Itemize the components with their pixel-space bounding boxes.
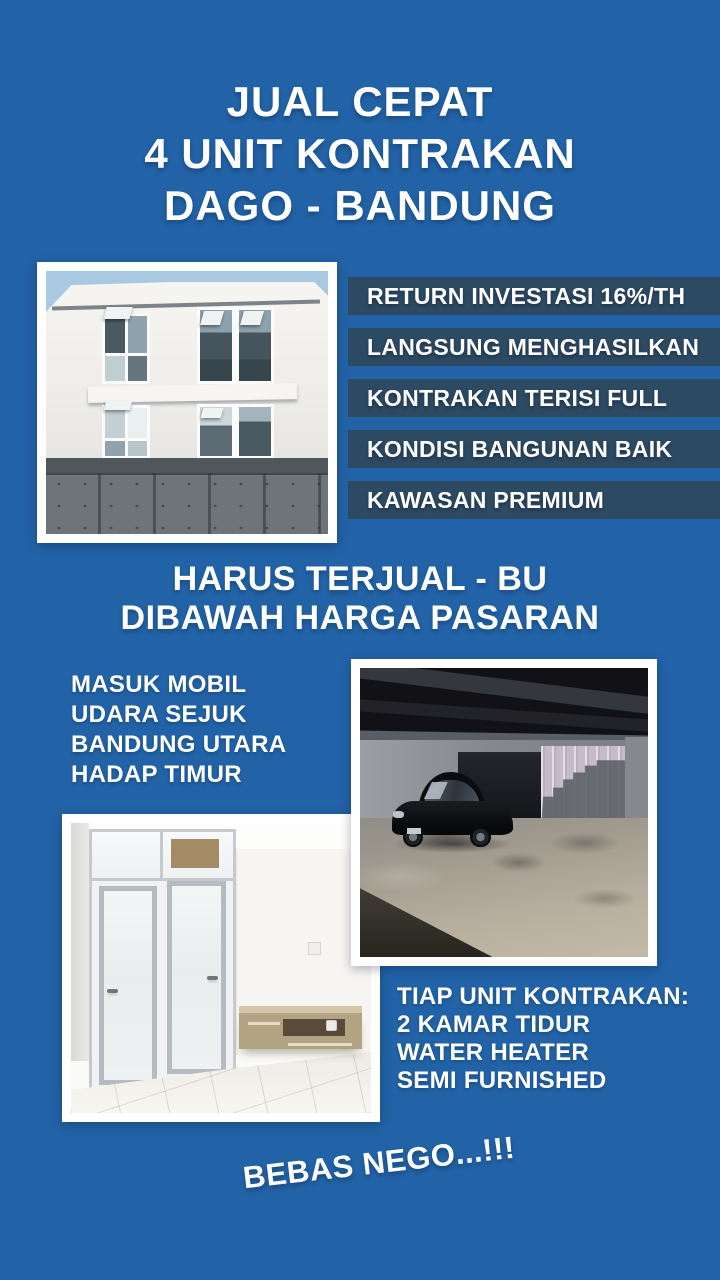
drawer-pull xyxy=(288,1043,352,1046)
window-pane xyxy=(128,316,147,353)
console-body xyxy=(239,1013,362,1050)
unit-details xyxy=(397,983,689,1095)
poster-title xyxy=(0,76,720,232)
transom-divider xyxy=(160,832,163,878)
building-window-bottom-left xyxy=(102,405,150,459)
open-window-sash xyxy=(104,401,133,410)
light-switch xyxy=(308,942,321,955)
building-photo xyxy=(37,262,337,543)
open-window-sash xyxy=(104,307,134,319)
frosted-glass-door-left xyxy=(99,886,157,1085)
window-pane xyxy=(105,316,124,353)
building-window-top-right xyxy=(197,307,275,385)
console-top-slab xyxy=(239,1006,362,1013)
window-pane xyxy=(105,356,124,381)
frosted-glass-door-right xyxy=(167,881,226,1074)
feature-item: BANDUNG UTARA xyxy=(71,731,287,758)
open-window-sash xyxy=(240,311,264,325)
banner-langsung-menghasilkan: LANGSUNG MENGHASILKAN xyxy=(348,328,720,366)
garage-right-wall xyxy=(625,737,648,829)
room-left-wall xyxy=(71,823,89,1061)
urgency-text xyxy=(0,560,720,638)
building-window-top-left xyxy=(102,313,150,384)
gate-panels xyxy=(46,473,328,534)
title-line-3: DAGO - BANDUNG xyxy=(164,182,556,229)
parked-car xyxy=(392,772,513,847)
license-plate xyxy=(407,828,420,835)
stairwell-wall xyxy=(541,746,625,824)
title-line-1: JUAL CEPAT xyxy=(226,78,494,125)
feature-item: HADAP TIMUR xyxy=(71,761,242,788)
banner-return-investasi: RETURN INVESTASI 16%/TH xyxy=(348,277,720,315)
cabinet-reflection xyxy=(171,839,219,868)
unit-details-title: TIAP UNIT KONTRAKAN: xyxy=(397,983,690,1010)
nego-text: BEBAS NEGO...!!! xyxy=(241,1129,517,1196)
feature-item: MASUK MOBIL xyxy=(71,671,247,698)
urgency-line-1: HARUS TERJUAL - BU xyxy=(172,560,548,598)
door-handle xyxy=(107,989,118,993)
window-pane xyxy=(239,407,271,456)
window-pane xyxy=(239,310,271,382)
transom-window xyxy=(92,832,233,881)
window-pane xyxy=(128,441,147,456)
open-window-sash xyxy=(200,311,224,325)
car-headlight xyxy=(393,811,404,818)
garage-photo xyxy=(351,659,657,966)
door-frame-unit xyxy=(89,829,236,1093)
banner-kawasan-premium: KAWASAN PREMIUM xyxy=(348,481,720,519)
unit-detail-item: 2 KAMAR TIDUR xyxy=(397,1011,591,1038)
floating-tv-console xyxy=(239,1006,362,1050)
garage-photo-image xyxy=(360,668,648,957)
drawer-pull xyxy=(248,1022,280,1025)
window-pane xyxy=(200,407,232,456)
window-pane xyxy=(105,441,124,456)
power-outlet xyxy=(326,1020,337,1031)
banner-kondisi-bangunan-baik: KONDISI BANGUNAN BAIK xyxy=(348,430,720,468)
window-pane xyxy=(128,408,147,438)
location-features xyxy=(71,670,286,790)
staircase xyxy=(541,755,625,824)
gate-fascia xyxy=(46,458,328,473)
window-pane xyxy=(200,310,232,382)
building-gate xyxy=(46,458,328,534)
window-pane xyxy=(105,408,124,438)
car-wheel xyxy=(470,827,491,848)
urgency-line-2: DIBAWAH HARGA PASARAN xyxy=(120,599,600,637)
unit-detail-item: WATER HEATER xyxy=(397,1039,590,1066)
unit-detail-item: SEMI FURNISHED xyxy=(397,1067,607,1094)
banner-kontrakan-terisi-full: KONTRAKAN TERISI FULL xyxy=(348,379,720,417)
open-window-sash xyxy=(201,408,224,418)
feature-item: UDARA SEJUK xyxy=(71,701,247,728)
window-pane xyxy=(128,356,147,381)
building-photo-image xyxy=(46,271,328,534)
title-line-2: 4 UNIT KONTRAKAN xyxy=(144,130,576,177)
interior-photo xyxy=(62,814,380,1122)
building-window-bottom-right xyxy=(197,404,275,459)
interior-photo-image xyxy=(71,823,371,1113)
door-handle xyxy=(207,976,218,980)
garage-ceiling xyxy=(360,668,648,740)
